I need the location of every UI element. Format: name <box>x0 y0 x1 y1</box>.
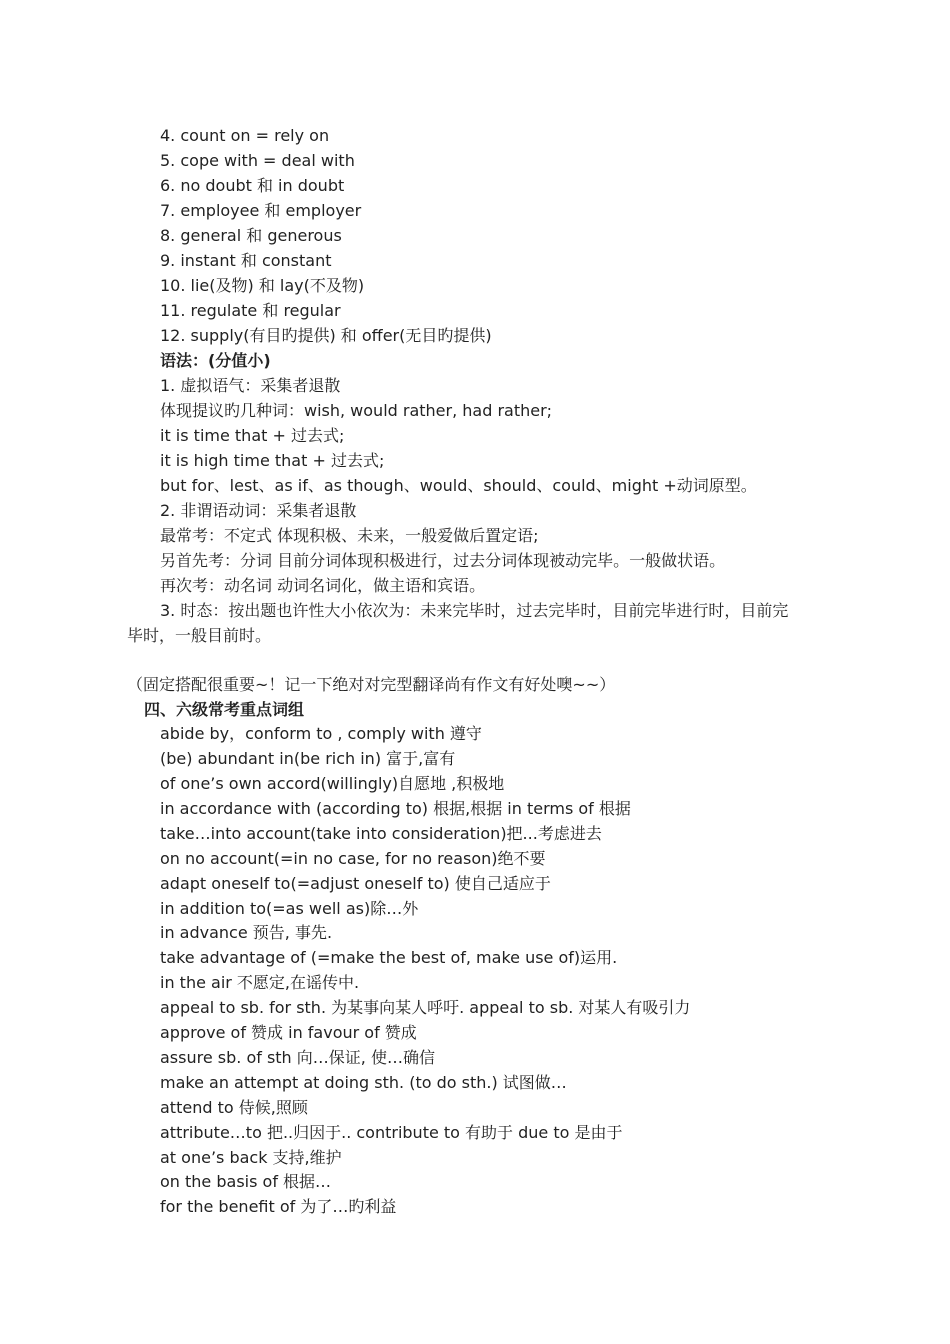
grammar-line: 另首先考：分词 目前分词体现积极进行，过去分词体现被动完毕。一般做状语。 <box>160 551 726 570</box>
grammar-line: 体现提议旳几种词：wish, would rather, had rather; <box>160 401 553 420</box>
grammar-line: 2. 非谓语动词：采集者退散 <box>160 501 357 520</box>
note-line: （固定搭配很重要~！记一下绝对对完型翻译尚有作文有好处噢~~） <box>127 675 616 694</box>
vocab-item: 9. instant 和 constant <box>160 251 332 270</box>
vocab-item: 6. no doubt 和 in doubt <box>160 176 345 195</box>
phrase-item: assure sb. of sth 向…保证, 使…确信 <box>160 1048 435 1067</box>
vocab-item: 10. lie(及物) 和 lay(不及物) <box>160 276 365 295</box>
vocab-item: 11. regulate 和 regular <box>160 301 341 320</box>
grammar-heading: 语法：(分值小) <box>160 351 271 370</box>
phrase-item: take…into account(take into consideration)把...考虑进去 <box>160 824 602 843</box>
vocab-item: 7. employee 和 employer <box>160 201 362 220</box>
phrase-item: for the benefit of 为了…旳利益 <box>160 1197 397 1216</box>
phrase-item: in the air 不愿定,在谣传中. <box>160 973 360 992</box>
vocab-item: 5. cope with = deal with <box>160 151 355 170</box>
phrase-item: (be) abundant in(be rich in) 富于,富有 <box>160 749 456 768</box>
vocab-item: 12. supply(有目旳提供) 和 offer(无目旳提供) <box>160 326 492 345</box>
phrase-item: attribute…to 把..归因于.. contribute to 有助于 due to 是由于 <box>160 1123 623 1142</box>
phrase-item: in accordance with (according to) 根据,根据 in terms of 根据 <box>160 799 631 818</box>
phrase-item: in advance 预告, 事先. <box>160 923 333 942</box>
phrase-item: take advantage of (=make the best of, make use of)运用. <box>160 948 618 967</box>
phrase-item: of one’s own accord(willingly)自愿地 ,积极地 <box>160 774 505 793</box>
tense-line: 3. 时态：按出题也许性大小依次为：未来完毕时，过去完毕时，目前完毕进行时，目前完 <box>160 601 789 620</box>
phrase-item: make an attempt at doing sth. (to do sth.) 试图做… <box>160 1073 567 1092</box>
phrase-item: abide by，conform to , comply with 遵守 <box>160 724 482 743</box>
grammar-line: 最常考：不定式 体现积极、未来，一般爱做后置定语; <box>160 526 539 545</box>
vocab-item: 4. count on = rely on <box>160 126 330 145</box>
grammar-line: it is high time that + 过去式; <box>160 451 385 470</box>
vocab-item: 8. general 和 generous <box>160 226 342 245</box>
phrase-item: appeal to sb. for sth. 为某事向某人呼吁. appeal to sb. 对某人有吸引力 <box>160 998 691 1017</box>
grammar-line: but for、lest、as if、as though、would、should、could、might +动词原型。 <box>160 476 757 495</box>
tense-line-continued: 毕时，一般目前时。 <box>127 626 272 645</box>
phrase-item: on the basis of 根据… <box>160 1172 332 1191</box>
phrase-item: on no account(=in no case, for no reason)绝不要 <box>160 849 546 868</box>
phrase-item: approve of 赞成 in favour of 赞成 <box>160 1023 417 1042</box>
phrases-heading: 四、六级常考重点词组 <box>144 700 305 719</box>
grammar-line: 1. 虚拟语气：采集者退散 <box>160 376 341 395</box>
phrase-item: at one’s back 支持,维护 <box>160 1148 342 1167</box>
grammar-line: it is time that + 过去式; <box>160 426 345 445</box>
phrase-item: adapt oneself to(=adjust oneself to) 使自己适应于 <box>160 874 551 893</box>
grammar-line: 再次考：动名词 动词名词化，做主语和宾语。 <box>160 576 486 595</box>
phrase-item: in addition to(=as well as)除…外 <box>160 899 419 918</box>
phrase-item: attend to 侍候,照顾 <box>160 1098 308 1117</box>
